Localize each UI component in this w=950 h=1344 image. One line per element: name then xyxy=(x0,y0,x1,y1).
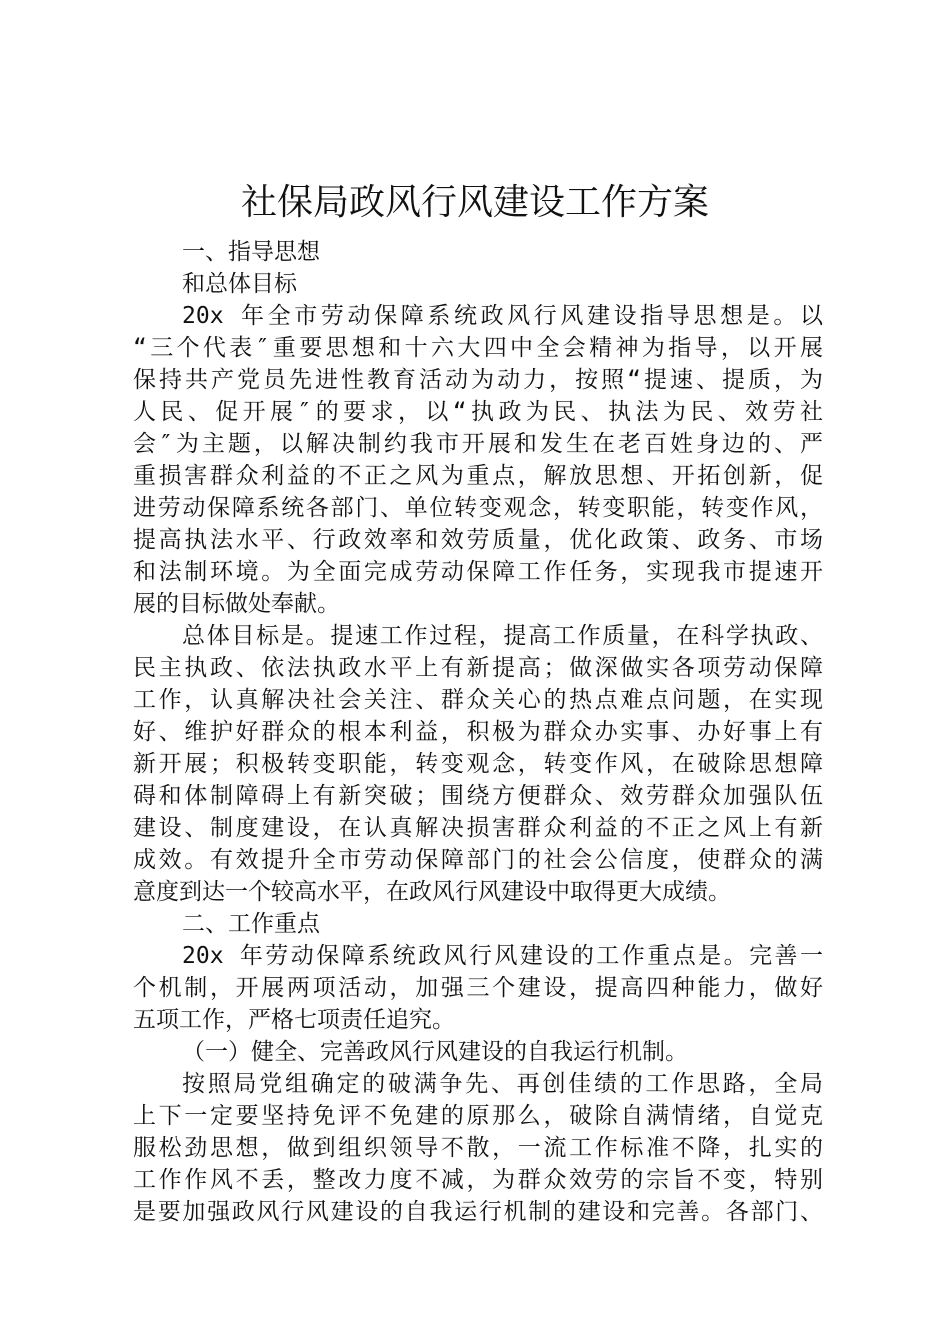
paragraph-line: 展的目标做处奉献。 xyxy=(133,591,340,617)
paragraph-line: 重损害群众利益的不正之风为重点，解放思想、开拓创新，促 xyxy=(133,463,823,489)
paragraph-line: 好、维护好群众的根本利益，积极为群众办实事、办好事上有 xyxy=(133,719,823,745)
paragraph-line: 20x 年劳动保障系统政风行风建设的工作重点是。完善一 xyxy=(182,943,823,969)
paragraph-line: 碍和体制障碍上有新突破；围绕方便群众、效劳群众加强队伍 xyxy=(133,783,823,809)
paragraph-line: 个机制，开展两项活动，加强三个建设，提高四种能力，做好 xyxy=(133,975,823,1001)
section-heading: 一、指导思想 xyxy=(182,239,320,265)
paragraph-line: 会″为主题，以解决制约我市开展和发生在老百姓身边的、严 xyxy=(133,431,823,457)
paragraph-line: 民主执政、依法执政水平上有新提高；做深做实各项劳动保障 xyxy=(133,655,823,681)
paragraph-line: 20x 年全市劳动保障系统政风行风建设指导思想是。以 xyxy=(182,303,823,329)
paragraph-line: 和法制环境。为全面完成劳动保障工作任务，实现我市提速开 xyxy=(133,559,823,585)
paragraph-line: 上下一定要坚持免评不免建的原那么，破除自满情绪，自觉克 xyxy=(133,1103,823,1129)
paragraph-line: 服松劲思想，做到组织领导不散，一流工作标准不降，扎实的 xyxy=(133,1135,823,1161)
paragraph-line: 五项工作，严格七项责任追究。 xyxy=(133,1007,455,1033)
paragraph-line: 新开展；积极转变职能，转变观念，转变作风，在破除思想障 xyxy=(133,751,823,777)
paragraph-line: 提高执法水平、行政效率和效劳质量，优化政策、政务、市场 xyxy=(133,527,823,553)
paragraph-line: 是要加强政风行风建设的自我运行机制的建设和完善。各部门、 xyxy=(133,1199,823,1225)
subsection-heading: （一）健全、完善政风行风建设的自我运行机制。 xyxy=(182,1039,688,1065)
paragraph-line: 成效。有效提升全市劳动保障部门的社会公信度，使群众的满 xyxy=(133,847,823,873)
paragraph-line: 建设、制度建设，在认真解决损害群众利益的不正之风上有新 xyxy=(133,815,823,841)
paragraph-line: 人民、促开展″的要求，以“执政为民、执法为民、效劳社 xyxy=(133,399,823,425)
document-title: 社保局政风行风建设工作方案 xyxy=(240,182,709,223)
paragraph-line: 工作，认真解决社会关注、群众关心的热点难点问题，在实现 xyxy=(133,687,823,713)
paragraph-line: “三个代表″重要思想和十六大四中全会精神为指导，以开展 xyxy=(133,335,823,361)
paragraph-line: 意度到达一个较高水平，在政风行风建设中取得更大成绩。 xyxy=(133,879,731,905)
paragraph-line: 总体目标是。提速工作过程，提高工作质量，在科学执政、 xyxy=(182,623,823,649)
section-heading: 二、工作重点 xyxy=(182,911,320,937)
paragraph-line: 按照局党组确定的破满争先、再创佳绩的工作思路，全局 xyxy=(182,1071,823,1097)
paragraph-line: 进劳动保障系统各部门、单位转变观念，转变职能，转变作风， xyxy=(133,495,823,521)
paragraph-line: 工作作风不丢，整改力度不减，为群众效劳的宗旨不变，特别 xyxy=(133,1167,823,1193)
section-heading: 和总体目标 xyxy=(182,271,297,297)
paragraph-line: 保持共产党员先进性教育活动为动力，按照“提速、提质，为 xyxy=(133,367,823,393)
